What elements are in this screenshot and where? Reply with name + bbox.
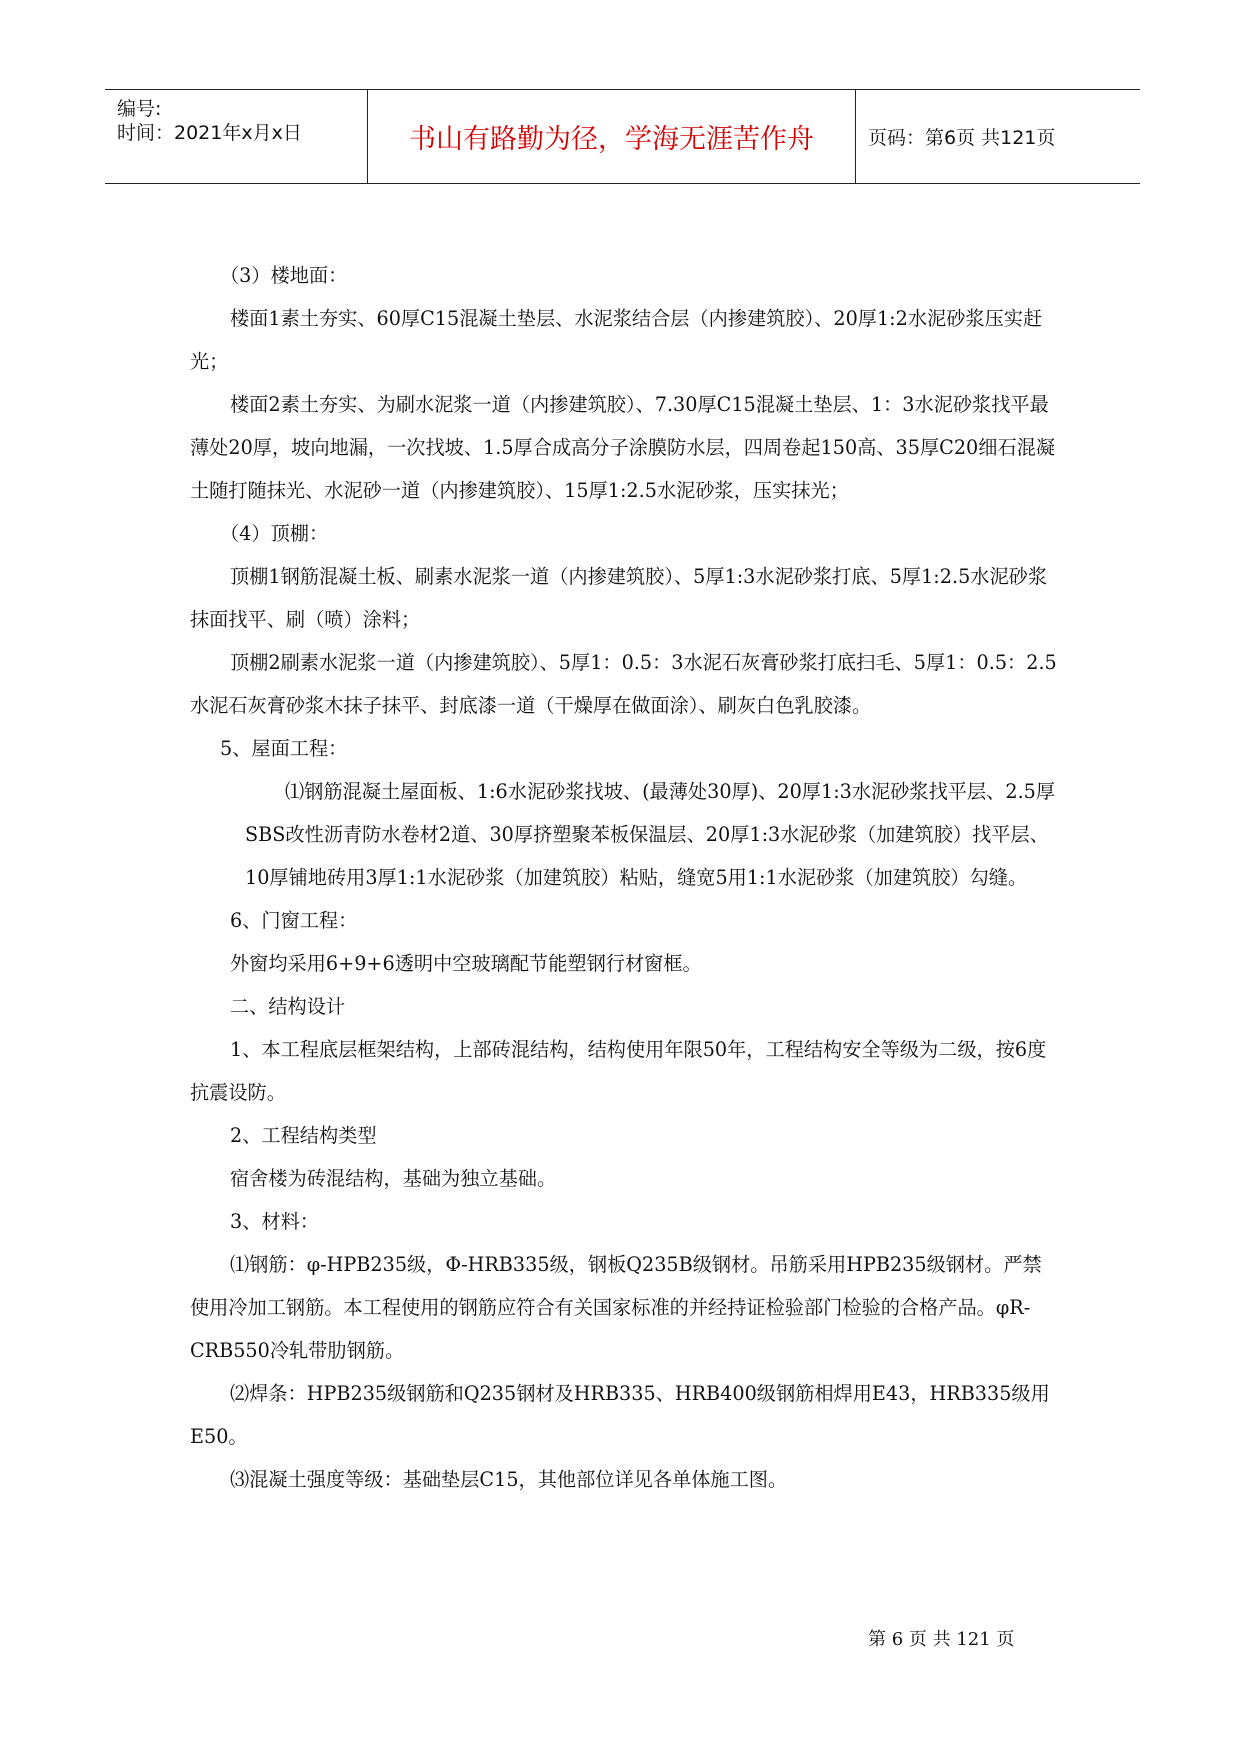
section-heading-windows: 6、门窗工程： — [230, 909, 358, 932]
serial-number-label: 编号: — [117, 98, 162, 120]
motto-text: 书山有路勤为径，学海无涯苦作舟 — [409, 124, 814, 155]
header-page-cell — [856, 90, 1140, 183]
section-heading-structure: 二、结构设计 — [230, 995, 346, 1018]
paragraph-structure-type: 宿舍楼为砖混结构，基础为独立基础。 — [230, 1167, 557, 1190]
paragraph-ceiling-1: 顶棚1钢筋混凝土板、刷素水泥浆一道（内掺建筑胶）、5厚1:3水泥砂浆打底、5厚1:2.5水泥砂浆抹面找平、刷（喷）涂料； — [190, 565, 1048, 631]
page-footer: 第 6 页 共 121 页 — [868, 1629, 1015, 1650]
paragraph-floor-1: 楼面1素土夯实、60厚C15混凝土垫层、水泥浆结合层（内掺建筑胶）、20厚1:2水泥砂浆压实赶光； — [190, 307, 1043, 373]
section-heading-roof: 5、屋面工程： — [220, 737, 348, 760]
header-motto-cell — [368, 90, 856, 183]
paragraph-ceiling-2: 顶棚2刷素水泥浆一道（内掺建筑胶）、5厚1：0.5：3水泥石灰膏砂浆打底扫毛、5厚1：0.5：2.5水泥石灰膏砂浆木抹子抹平、封底漆一道（干燥厚在做面涂）、刷灰白色乳胶漆。 — [190, 651, 1057, 717]
paragraph-materials-welding: ⑵焊条：HPB235级钢筋和Q235钢材及HRB335、HRB400级钢筋相焊用E43，HRB335级用E50。 — [190, 1382, 1050, 1448]
section-heading-floor: （3）楼地面： — [220, 264, 348, 287]
time-label: 时间：2021年x月x日 — [117, 122, 302, 144]
paragraph-roof: ⑴钢筋混凝土屋面板、1:6水泥砂浆找坡、(最薄处30厚)、20厚1:3水泥砂浆找平层、2.5厚SBS改性沥青防水卷材2道、30厚挤塑聚苯板保温层、20厚1:3水泥砂浆（加建筑胶）找平层、10厚铺地砖用3厚1:1水泥砂浆（加建筑胶）粘贴，缝宽5用1:1水泥砂浆（加建筑胶）勾缝。 — [245, 780, 1056, 889]
header-meta-cell — [105, 90, 368, 183]
paragraph-floor-2: 楼面2素土夯实、为刷水泥浆一道（内掺建筑胶）、7.30厚C15混凝土垫层、1：3水泥砂浆找平最薄处20厚，坡向地漏，一次找坡、1.5厚合成高分子涂膜防水层，四周卷起150高、35厚C20细石混凝土随打随抹光、水泥砂一道（内掺建筑胶）、15厚1:2.5水泥砂浆，压实抹光； — [190, 393, 1056, 502]
page-number-label: 页码：第6页 共121页 — [868, 127, 1056, 149]
section-heading-ceiling: （4）顶棚： — [220, 522, 329, 545]
paragraph-materials-heading: 3、材料： — [230, 1210, 319, 1233]
paragraph-structure-1: 1、本工程底层框架结构，上部砖混结构，结构使用年限50年，工程结构安全等级为二级，按6度抗震设防。 — [190, 1038, 1047, 1104]
paragraph-materials-steel: ⑴钢筋：φ-HPB235级，Φ-HRB335级，钢板Q235B级钢材。吊筋采用HPB235级钢材。严禁使用冷加工钢筋。本工程使用的钢筋应符合有关国家标准的并经持证检验部门检验的合格产品。φR-CRB550冷轧带肋钢筋。 — [190, 1253, 1042, 1362]
paragraph-materials-concrete: ⑶混凝土强度等级：基础垫层C15，其他部位详见各单体施工图。 — [230, 1468, 788, 1491]
paragraph-windows: 外窗均采用6+9+6透明中空玻璃配节能塑钢行材窗框。 — [230, 952, 702, 975]
document-body — [190, 254, 1060, 1501]
page-header — [105, 89, 1140, 184]
paragraph-structure-type-heading: 2、工程结构类型 — [230, 1124, 377, 1147]
